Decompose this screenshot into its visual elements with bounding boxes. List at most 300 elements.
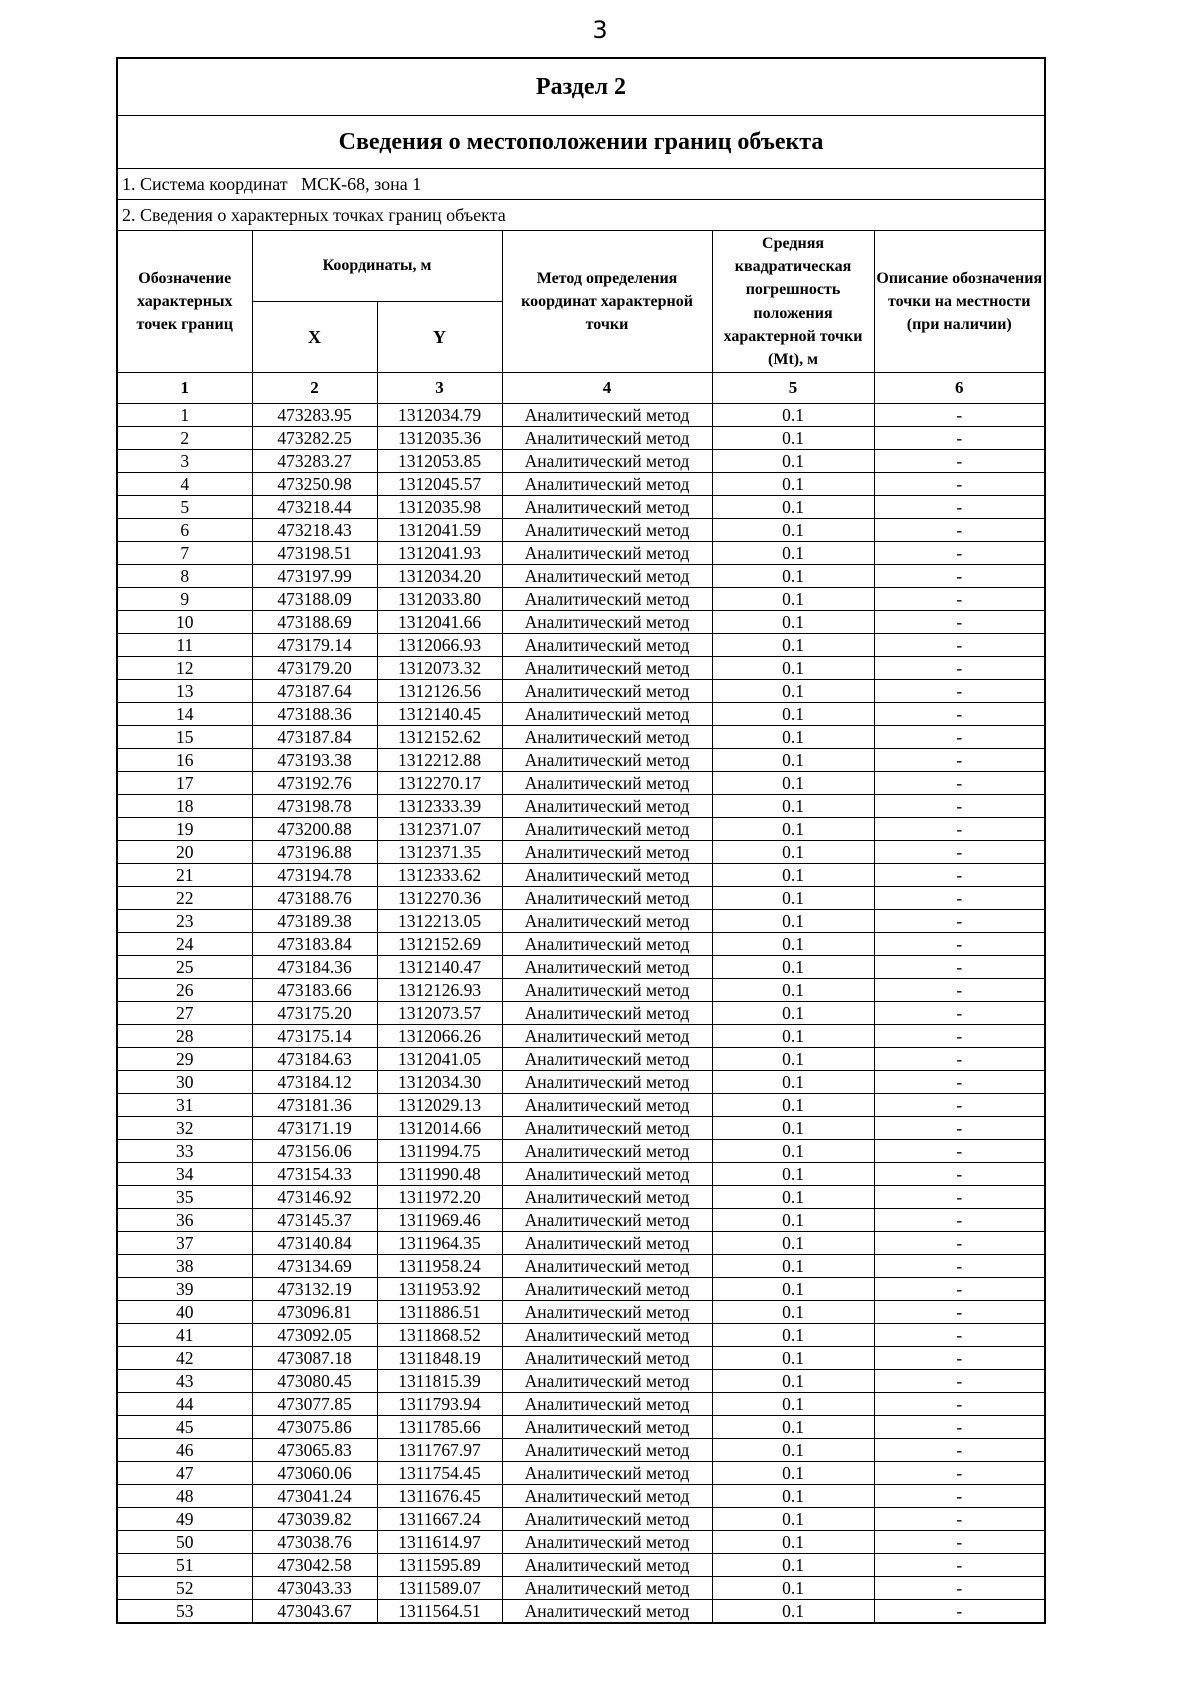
cell-x: 473175.20 <box>252 1002 377 1025</box>
cell-x: 473193.38 <box>252 749 377 772</box>
cell-y: 1312045.57 <box>377 473 502 496</box>
cell-y: 1312034.79 <box>377 404 502 427</box>
cell-point-number: 15 <box>118 726 252 749</box>
cell-method: Аналитический метод <box>502 1347 712 1370</box>
cell-description: - <box>874 864 1044 887</box>
cell-error: 0.1 <box>712 1600 874 1623</box>
cell-error: 0.1 <box>712 1577 874 1600</box>
cell-description: - <box>874 887 1044 910</box>
cell-description: - <box>874 1370 1044 1393</box>
cell-error: 0.1 <box>712 450 874 473</box>
cell-x: 473218.44 <box>252 496 377 519</box>
cell-x: 473188.09 <box>252 588 377 611</box>
cell-y: 1312033.80 <box>377 588 502 611</box>
cell-description: - <box>874 1324 1044 1347</box>
cell-description: - <box>874 450 1044 473</box>
cell-error: 0.1 <box>712 1462 874 1485</box>
cell-point-number: 17 <box>118 772 252 795</box>
cell-y: 1312213.05 <box>377 910 502 933</box>
cell-method: Аналитический метод <box>502 887 712 910</box>
table-row <box>118 703 1044 726</box>
table-row <box>118 841 1044 864</box>
cell-error: 0.1 <box>712 887 874 910</box>
cell-x: 473092.05 <box>252 1324 377 1347</box>
cell-method: Аналитический метод <box>502 1393 712 1416</box>
cell-description: - <box>874 979 1044 1002</box>
cell-x: 473184.63 <box>252 1048 377 1071</box>
cell-description: - <box>874 611 1044 634</box>
cell-x: 473175.14 <box>252 1025 377 1048</box>
cell-method: Аналитический метод <box>502 588 712 611</box>
table-row <box>118 933 1044 956</box>
cell-method: Аналитический метод <box>502 1485 712 1508</box>
cell-point-number: 39 <box>118 1278 252 1301</box>
table-row <box>118 1416 1044 1439</box>
cell-error: 0.1 <box>712 657 874 680</box>
cell-x: 473283.27 <box>252 450 377 473</box>
cell-point-number: 5 <box>118 496 252 519</box>
cell-method: Аналитический метод <box>502 1117 712 1140</box>
cell-description: - <box>874 496 1044 519</box>
cell-y: 1312073.32 <box>377 657 502 680</box>
cell-method: Аналитический метод <box>502 1324 712 1347</box>
cell-method: Аналитический метод <box>502 634 712 657</box>
cell-error: 0.1 <box>712 1232 874 1255</box>
cell-description: - <box>874 565 1044 588</box>
cell-description: - <box>874 1025 1044 1048</box>
cell-x: 473179.14 <box>252 634 377 657</box>
cell-y: 1312126.56 <box>377 680 502 703</box>
cell-description: - <box>874 404 1044 427</box>
cell-point-number: 22 <box>118 887 252 910</box>
cell-point-number: 42 <box>118 1347 252 1370</box>
cell-y: 1311614.97 <box>377 1531 502 1554</box>
cell-point-number: 11 <box>118 634 252 657</box>
table-row <box>118 1186 1044 1209</box>
cell-point-number: 16 <box>118 749 252 772</box>
cell-description: - <box>874 1577 1044 1600</box>
section-frame <box>116 57 1046 1624</box>
table-row <box>118 473 1044 496</box>
cell-method: Аналитический метод <box>502 1554 712 1577</box>
cell-x: 473197.99 <box>252 565 377 588</box>
cell-y: 1312034.20 <box>377 565 502 588</box>
cell-error: 0.1 <box>712 1393 874 1416</box>
page-number: 3 <box>592 16 608 44</box>
cell-error: 0.1 <box>712 1485 874 1508</box>
cell-y: 1312333.62 <box>377 864 502 887</box>
points-info: 2. Сведения о характерных точках границ объекта <box>118 200 1044 231</box>
column-number: 1 <box>118 373 252 404</box>
table-row <box>118 542 1044 565</box>
cell-y: 1312014.66 <box>377 1117 502 1140</box>
table-row <box>118 1301 1044 1324</box>
cell-y: 1312066.93 <box>377 634 502 657</box>
cell-x: 473080.45 <box>252 1370 377 1393</box>
header-y: Y <box>377 302 502 373</box>
cell-point-number: 52 <box>118 1577 252 1600</box>
cell-description: - <box>874 473 1044 496</box>
table-row <box>118 1094 1044 1117</box>
cell-error: 0.1 <box>712 565 874 588</box>
cell-error: 0.1 <box>712 772 874 795</box>
cell-method: Аналитический метод <box>502 1163 712 1186</box>
cell-y: 1311848.19 <box>377 1347 502 1370</box>
cell-description: - <box>874 1600 1044 1623</box>
cell-x: 473184.36 <box>252 956 377 979</box>
cell-point-number: 35 <box>118 1186 252 1209</box>
cell-x: 473283.95 <box>252 404 377 427</box>
cell-description: - <box>874 1531 1044 1554</box>
column-number: 3 <box>377 373 502 404</box>
table-row <box>118 749 1044 772</box>
cell-point-number: 14 <box>118 703 252 726</box>
table-row <box>118 887 1044 910</box>
cell-x: 473145.37 <box>252 1209 377 1232</box>
cell-y: 1312066.26 <box>377 1025 502 1048</box>
cell-error: 0.1 <box>712 1278 874 1301</box>
cell-x: 473192.76 <box>252 772 377 795</box>
table-row <box>118 1140 1044 1163</box>
cell-error: 0.1 <box>712 496 874 519</box>
cell-y: 1312041.93 <box>377 542 502 565</box>
table-row <box>118 1278 1044 1301</box>
cell-description: - <box>874 634 1044 657</box>
cell-y: 1311767.97 <box>377 1439 502 1462</box>
cell-point-number: 18 <box>118 795 252 818</box>
cell-point-number: 12 <box>118 657 252 680</box>
cell-description: - <box>874 1347 1044 1370</box>
cell-x: 473171.19 <box>252 1117 377 1140</box>
cell-y: 1312034.30 <box>377 1071 502 1094</box>
cell-x: 473043.67 <box>252 1600 377 1623</box>
table-row <box>118 1117 1044 1140</box>
cell-x: 473194.78 <box>252 864 377 887</box>
cell-method: Аналитический метод <box>502 473 712 496</box>
table-row <box>118 565 1044 588</box>
cell-x: 473154.33 <box>252 1163 377 1186</box>
cell-method: Аналитический метод <box>502 1071 712 1094</box>
cell-y: 1311667.24 <box>377 1508 502 1531</box>
cell-method: Аналитический метод <box>502 1577 712 1600</box>
cell-error: 0.1 <box>712 1186 874 1209</box>
cell-description: - <box>874 933 1044 956</box>
cell-y: 1312270.17 <box>377 772 502 795</box>
cell-method: Аналитический метод <box>502 1508 712 1531</box>
cell-x: 473077.85 <box>252 1393 377 1416</box>
cell-point-number: 25 <box>118 956 252 979</box>
cell-x: 473187.84 <box>252 726 377 749</box>
cell-point-number: 46 <box>118 1439 252 1462</box>
cell-y: 1311589.07 <box>377 1577 502 1600</box>
cell-y: 1312270.36 <box>377 887 502 910</box>
cell-y: 1312073.57 <box>377 1002 502 1025</box>
cell-error: 0.1 <box>712 1301 874 1324</box>
cell-x: 473282.25 <box>252 427 377 450</box>
cell-point-number: 19 <box>118 818 252 841</box>
cell-method: Аналитический метод <box>502 404 712 427</box>
cell-description: - <box>874 910 1044 933</box>
cell-description: - <box>874 726 1044 749</box>
cell-x: 473039.82 <box>252 1508 377 1531</box>
cell-x: 473041.24 <box>252 1485 377 1508</box>
cell-error: 0.1 <box>712 818 874 841</box>
cell-x: 473188.69 <box>252 611 377 634</box>
cell-error: 0.1 <box>712 1209 874 1232</box>
cell-point-number: 32 <box>118 1117 252 1140</box>
cell-x: 473065.83 <box>252 1439 377 1462</box>
cell-y: 1311793.94 <box>377 1393 502 1416</box>
cell-error: 0.1 <box>712 519 874 542</box>
cell-error: 0.1 <box>712 588 874 611</box>
cell-method: Аналитический метод <box>502 1531 712 1554</box>
cell-x: 473196.88 <box>252 841 377 864</box>
table-row <box>118 1347 1044 1370</box>
cell-method: Аналитический метод <box>502 772 712 795</box>
cell-description: - <box>874 588 1044 611</box>
cell-method: Аналитический метод <box>502 611 712 634</box>
cell-point-number: 37 <box>118 1232 252 1255</box>
cell-point-number: 30 <box>118 1071 252 1094</box>
cell-x: 473146.92 <box>252 1186 377 1209</box>
cell-y: 1311990.48 <box>377 1163 502 1186</box>
cell-method: Аналитический метод <box>502 841 712 864</box>
cell-description: - <box>874 1094 1044 1117</box>
cell-point-number: 6 <box>118 519 252 542</box>
cell-method: Аналитический метод <box>502 565 712 588</box>
cell-point-number: 36 <box>118 1209 252 1232</box>
cell-y: 1312035.36 <box>377 427 502 450</box>
table-row <box>118 611 1044 634</box>
cell-point-number: 3 <box>118 450 252 473</box>
cell-point-number: 8 <box>118 565 252 588</box>
cell-method: Аналитический метод <box>502 1462 712 1485</box>
cell-error: 0.1 <box>712 404 874 427</box>
cell-method: Аналитический метод <box>502 749 712 772</box>
cell-description: - <box>874 1485 1044 1508</box>
cell-method: Аналитический метод <box>502 703 712 726</box>
table-row <box>118 726 1044 749</box>
cell-description: - <box>874 1209 1044 1232</box>
cell-error: 0.1 <box>712 1370 874 1393</box>
table-row <box>118 404 1044 427</box>
cell-error: 0.1 <box>712 841 874 864</box>
table-row <box>118 1370 1044 1393</box>
cell-method: Аналитический метод <box>502 933 712 956</box>
table-row <box>118 427 1044 450</box>
column-number: 4 <box>502 373 712 404</box>
cell-error: 0.1 <box>712 1140 874 1163</box>
cell-x: 473189.38 <box>252 910 377 933</box>
table-row <box>118 1071 1044 1094</box>
cell-point-number: 28 <box>118 1025 252 1048</box>
table-row <box>118 1508 1044 1531</box>
column-number: 5 <box>712 373 874 404</box>
table-row <box>118 1163 1044 1186</box>
column-number: 6 <box>874 373 1044 404</box>
table-row <box>118 795 1044 818</box>
table-row <box>118 1462 1044 1485</box>
cell-description: - <box>874 1301 1044 1324</box>
cell-description: - <box>874 1117 1044 1140</box>
cell-method: Аналитический метод <box>502 1301 712 1324</box>
cell-error: 0.1 <box>712 634 874 657</box>
cell-description: - <box>874 657 1044 680</box>
cell-method: Аналитический метод <box>502 910 712 933</box>
cell-error: 0.1 <box>712 1324 874 1347</box>
cell-x: 473096.81 <box>252 1301 377 1324</box>
header-point-designation: Обозначение характерных точек границ <box>118 231 252 373</box>
cell-description: - <box>874 1186 1044 1209</box>
cell-method: Аналитический метод <box>502 818 712 841</box>
cell-point-number: 38 <box>118 1255 252 1278</box>
points-table-body <box>118 404 1044 1623</box>
cell-error: 0.1 <box>712 1002 874 1025</box>
cell-method: Аналитический метод <box>502 1370 712 1393</box>
cell-x: 473198.78 <box>252 795 377 818</box>
cell-description: - <box>874 1048 1044 1071</box>
cell-method: Аналитический метод <box>502 1416 712 1439</box>
cell-x: 473087.18 <box>252 1347 377 1370</box>
cell-point-number: 4 <box>118 473 252 496</box>
table-row <box>118 1393 1044 1416</box>
header-x: X <box>252 302 377 373</box>
cell-point-number: 2 <box>118 427 252 450</box>
cell-error: 0.1 <box>712 1163 874 1186</box>
cell-y: 1311953.92 <box>377 1278 502 1301</box>
cell-x: 473140.84 <box>252 1232 377 1255</box>
cell-method: Аналитический метод <box>502 519 712 542</box>
cell-method: Аналитический метод <box>502 864 712 887</box>
cell-method: Аналитический метод <box>502 726 712 749</box>
table-row <box>118 680 1044 703</box>
cell-point-number: 26 <box>118 979 252 1002</box>
cell-method: Аналитический метод <box>502 496 712 519</box>
table-row <box>118 1025 1044 1048</box>
cell-x: 473187.64 <box>252 680 377 703</box>
section-subtitle: Сведения о местоположении границ объекта <box>118 116 1044 169</box>
cell-point-number: 49 <box>118 1508 252 1531</box>
cell-x: 473183.84 <box>252 933 377 956</box>
cell-point-number: 34 <box>118 1163 252 1186</box>
table-row <box>118 1209 1044 1232</box>
cell-point-number: 33 <box>118 1140 252 1163</box>
cell-error: 0.1 <box>712 1508 874 1531</box>
cell-description: - <box>874 680 1044 703</box>
cell-point-number: 31 <box>118 1094 252 1117</box>
cell-y: 1311868.52 <box>377 1324 502 1347</box>
cell-x: 473060.06 <box>252 1462 377 1485</box>
cell-x: 473181.36 <box>252 1094 377 1117</box>
cell-y: 1312371.07 <box>377 818 502 841</box>
table-row <box>118 818 1044 841</box>
cell-description: - <box>874 1255 1044 1278</box>
cell-error: 0.1 <box>712 979 874 1002</box>
cell-y: 1311969.46 <box>377 1209 502 1232</box>
cell-point-number: 7 <box>118 542 252 565</box>
cell-description: - <box>874 427 1044 450</box>
header-error: Средняя квадратическая погрешность положения характерной точки (Mt), м <box>712 231 874 373</box>
cell-error: 0.1 <box>712 1071 874 1094</box>
cell-y: 1312140.47 <box>377 956 502 979</box>
cell-x: 473038.76 <box>252 1531 377 1554</box>
cell-error: 0.1 <box>712 910 874 933</box>
cell-description: - <box>874 1232 1044 1255</box>
cell-error: 0.1 <box>712 1117 874 1140</box>
cell-description: - <box>874 1554 1044 1577</box>
cell-y: 1312152.69 <box>377 933 502 956</box>
cell-point-number: 47 <box>118 1462 252 1485</box>
cell-description: - <box>874 703 1044 726</box>
cell-error: 0.1 <box>712 703 874 726</box>
cell-y: 1312126.93 <box>377 979 502 1002</box>
cell-x: 473042.58 <box>252 1554 377 1577</box>
cell-point-number: 53 <box>118 1600 252 1623</box>
cell-y: 1312041.05 <box>377 1048 502 1071</box>
cell-x: 473156.06 <box>252 1140 377 1163</box>
cell-description: - <box>874 1002 1044 1025</box>
cell-point-number: 13 <box>118 680 252 703</box>
cell-description: - <box>874 1439 1044 1462</box>
cell-description: - <box>874 841 1044 864</box>
cell-point-number: 23 <box>118 910 252 933</box>
cell-y: 1311785.66 <box>377 1416 502 1439</box>
table-row <box>118 956 1044 979</box>
table-row <box>118 1232 1044 1255</box>
cell-error: 0.1 <box>712 933 874 956</box>
table-row <box>118 1439 1044 1462</box>
column-number: 2 <box>252 373 377 404</box>
table-row <box>118 864 1044 887</box>
cell-method: Аналитический метод <box>502 1255 712 1278</box>
cell-error: 0.1 <box>712 956 874 979</box>
cell-y: 1312333.39 <box>377 795 502 818</box>
cell-error: 0.1 <box>712 1554 874 1577</box>
cell-y: 1311564.51 <box>377 1600 502 1623</box>
header-description: Описание обозначения точки на местности (при наличии) <box>874 231 1044 373</box>
table-row <box>118 1048 1044 1071</box>
cell-description: - <box>874 818 1044 841</box>
cell-x: 473183.66 <box>252 979 377 1002</box>
cell-point-number: 50 <box>118 1531 252 1554</box>
cell-method: Аналитический метод <box>502 427 712 450</box>
cell-point-number: 40 <box>118 1301 252 1324</box>
cell-point-number: 29 <box>118 1048 252 1071</box>
cell-y: 1311958.24 <box>377 1255 502 1278</box>
table-row <box>118 1324 1044 1347</box>
cell-method: Аналитический метод <box>502 1439 712 1462</box>
cell-point-number: 41 <box>118 1324 252 1347</box>
cell-point-number: 9 <box>118 588 252 611</box>
cell-method: Аналитический метод <box>502 1002 712 1025</box>
cell-method: Аналитический метод <box>502 680 712 703</box>
cell-x: 473200.88 <box>252 818 377 841</box>
table-row <box>118 1531 1044 1554</box>
cell-y: 1312140.45 <box>377 703 502 726</box>
cell-method: Аналитический метод <box>502 1094 712 1117</box>
cell-error: 0.1 <box>712 1531 874 1554</box>
cell-error: 0.1 <box>712 427 874 450</box>
cell-x: 473075.86 <box>252 1416 377 1439</box>
cell-method: Аналитический метод <box>502 657 712 680</box>
cell-y: 1312053.85 <box>377 450 502 473</box>
cell-description: - <box>874 795 1044 818</box>
cell-method: Аналитический метод <box>502 956 712 979</box>
cell-y: 1311994.75 <box>377 1140 502 1163</box>
cell-method: Аналитический метод <box>502 1186 712 1209</box>
cell-error: 0.1 <box>712 726 874 749</box>
cell-description: - <box>874 1393 1044 1416</box>
